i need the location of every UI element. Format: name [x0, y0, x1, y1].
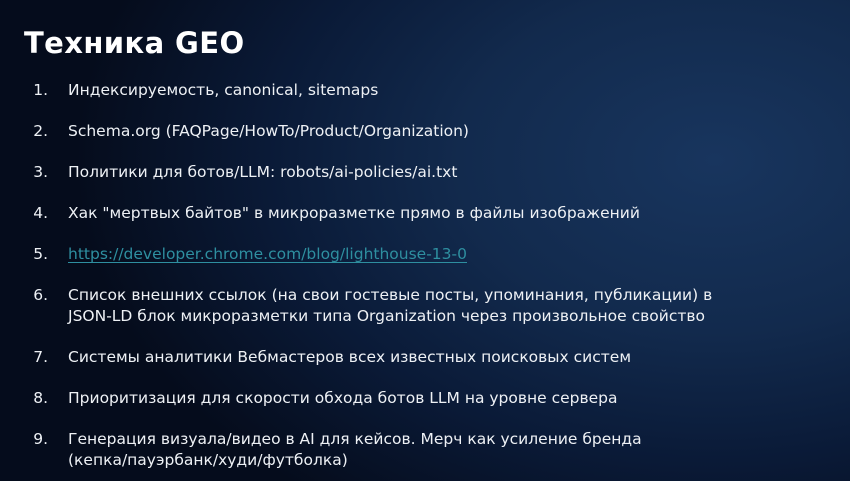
list-item-9	[24, 429, 850, 471]
item-text-line: Список внешних ссылок (на свои гостевые посты, упоминания, публикации) в	[68, 286, 713, 304]
item-text: Индексируемость, canonical, sitemaps	[68, 81, 379, 99]
lighthouse-link[interactable]: https://developer.chrome.com/blog/lighthouse-13-0	[68, 245, 467, 263]
list-item-2	[24, 121, 850, 142]
item-number: 9.	[33, 430, 48, 448]
item-number: 4.	[33, 204, 48, 222]
list-item-5	[24, 244, 850, 265]
item-number: 8.	[33, 389, 48, 407]
item-text-line: JSON-LD блок микроразметки типа Organization через произвольное свойство	[68, 307, 705, 325]
list-item-3	[24, 162, 850, 183]
list-item-7	[24, 347, 850, 368]
item-text-line: (кепка/пауэрбанк/худи/футболка)	[68, 451, 348, 469]
list-item-1	[24, 80, 850, 101]
page-title: Техника GEO	[24, 26, 245, 60]
item-number: 6.	[33, 286, 48, 304]
item-text-line: Генерация визуала/видео в AI для кейсов. Мерч как усиление бренда	[68, 430, 642, 448]
item-text: Системы аналитики Вебмастеров всех известных поисковых систем	[68, 348, 632, 366]
item-number: 1.	[33, 81, 48, 99]
item-number: 2.	[33, 122, 48, 140]
item-number: 7.	[33, 348, 48, 366]
item-text: Приоритизация для скорости обхода ботов LLM на уровне сервера	[68, 389, 618, 407]
item-text	[68, 429, 642, 471]
item-text	[68, 285, 712, 327]
item-number: 5.	[33, 245, 48, 263]
item-text: Schema.org (FAQPage/HowTo/Product/Organization)	[68, 122, 469, 140]
item-text: Хак "мертвых байтов" в микроразметке прямо в файлы изображений	[68, 204, 640, 222]
item-text: Политики для ботов/LLM: robots/ai-policies/ai.txt	[68, 163, 458, 181]
technique-list	[24, 80, 850, 471]
item-number: 3.	[33, 163, 48, 181]
list-item-6	[24, 285, 850, 327]
list-item-4	[24, 203, 850, 224]
list-item-8	[24, 388, 850, 409]
